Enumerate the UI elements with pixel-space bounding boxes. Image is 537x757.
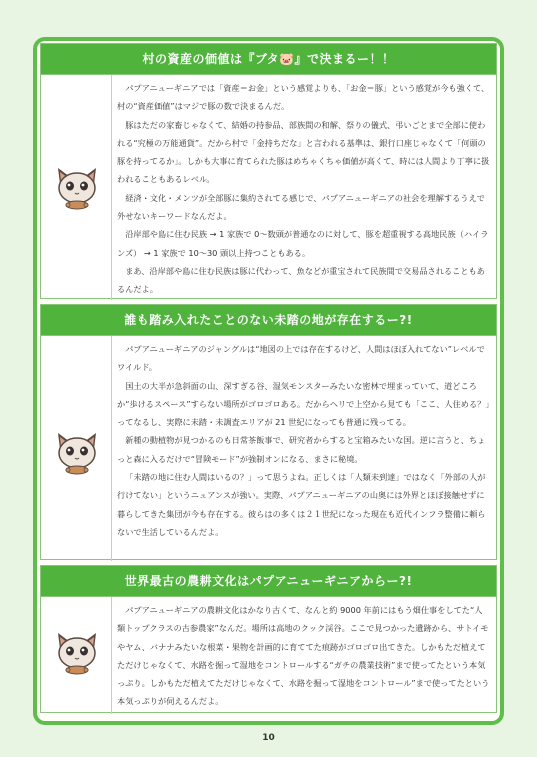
paragraph: パプアニューギニアのジャングルは“地図の上では存在するけど、人間はほぼ入れてない”レベルでワイルド。: [117, 344, 485, 373]
cat-mascot-icon: [54, 429, 100, 475]
paragraph: 豚はただの家畜じゃなくて、結婚の持参品、部族間の和解、祭りの儀式、弔いごとまで全部に使われる“究極の万能通貨”。だから村で「金持ちだな」と言われる基準は、銀行口座じゃなくて「何頭の豚を持ってるか」。しかも大事に育てられた豚はめちゃくちゃ価値が高くて、時には人間より丁寧に扱われることもあるレベル。: [117, 119, 490, 185]
cat-mascot-icon: [54, 629, 100, 675]
paragraph: パプアニューギニアでは「資産＝お金」という感覚よりも、「お金＝豚」という感覚が今も強くて、村の“資産価値”はマジで豚の数で決まるんだ。: [117, 83, 490, 112]
paragraph: 新種の動植物が見つかるのも日常茶飯事で、研究者からすると宝箱みたいな国。逆に言うと、ちょっと森に入るだけで“冒険モード”が強制オンになる、まさに秘境。: [117, 435, 486, 464]
section-text: [117, 340, 490, 541]
icon-column: [41, 75, 112, 300]
paragraph: まあ、沿岸部や島に住む民族は豚に代わって、魚などが重宝されて民族間で交易品されることもあるんだよ。: [117, 265, 485, 295]
section-title: 村の資産の価値は『ブタ🐷』で決まるー！！: [41, 44, 496, 74]
section-title: 世界最古の農耕文化はパプアニューギニアからー?!: [41, 566, 496, 596]
icon-column: [41, 597, 112, 714]
section-title: 誰も踏み入れたことのない未踏の地が存在するー?!: [41, 305, 496, 335]
icon-column: [41, 336, 112, 561]
section-body: [41, 74, 496, 300]
section-body: [41, 335, 496, 561]
page-number: 10: [262, 733, 275, 743]
cat-mascot-icon: [54, 164, 100, 210]
section-ancient-agriculture: [40, 565, 497, 713]
section-unexplored-land: [40, 304, 497, 560]
section-text: [117, 601, 490, 711]
paragraph: 「未踏の地に住む人間はいるの？」って思うよね。正しくは「人類未到達」ではなく「外部の人が行けてない」というニュアンスが強い。実際、パプアニューギニアの山奥には外界とほぼ接触せずに暮らしてきた集団が今も存在する。彼らはの多くは２１世紀になった現在も近代インフラ整備に頼らないで生活しているんだよ。: [117, 472, 486, 537]
section-body: [41, 596, 496, 714]
paragraph: 沿岸部や島に住む民族 → 1 家族で 0〜数頭が普通なのに対して、豚を超重視する高地民族（ハイランズ） → 1 家族で 10〜30 頭以上持つこともある。: [117, 229, 489, 258]
section-text: [117, 79, 490, 299]
paragraph: 経済・文化・メンツが全部豚に集約されてる感じで、パプアニューギニアの社会を理解するうえで外せないキーワードなんだよ。: [117, 192, 485, 222]
paragraph: パプアニューギニアの農耕文化はかなり古くて、なんと約 9000 年前にはもう畑仕事をしてた“人類トップクラスの古参農家”なんだ。場所は高地のクック渓谷。ここで見つかった遺跡から、サトイモやヤム、バナナみたいな根菜・果物を計画的に育ててた痕跡がゴロゴロ出てきた。しかもただ植えてただけじゃなくて、水路を掘って湿地をコントロールする“ガチの農業技術”まで使ってたという本気っぷり。しかもただ植えてただけじゃなくて、水路を掘って湿地をコントロール”まで使ってたという本気っぷりが伺えるんだよ。: [117, 605, 490, 707]
section-pig-wealth: [40, 43, 497, 299]
paragraph: 国土の大半が急斜面の山、深すぎる谷、湿気モンスターみたいな密林で埋まっていて、道どころか“歩けるスペース”すらない場所がゴロゴロある。だからヘリで上空から見ても「ここ、人住める？」ってなるし、実際に未踏・未調査エリアが 21 世紀になっても普通に残ってる。: [117, 380, 490, 428]
